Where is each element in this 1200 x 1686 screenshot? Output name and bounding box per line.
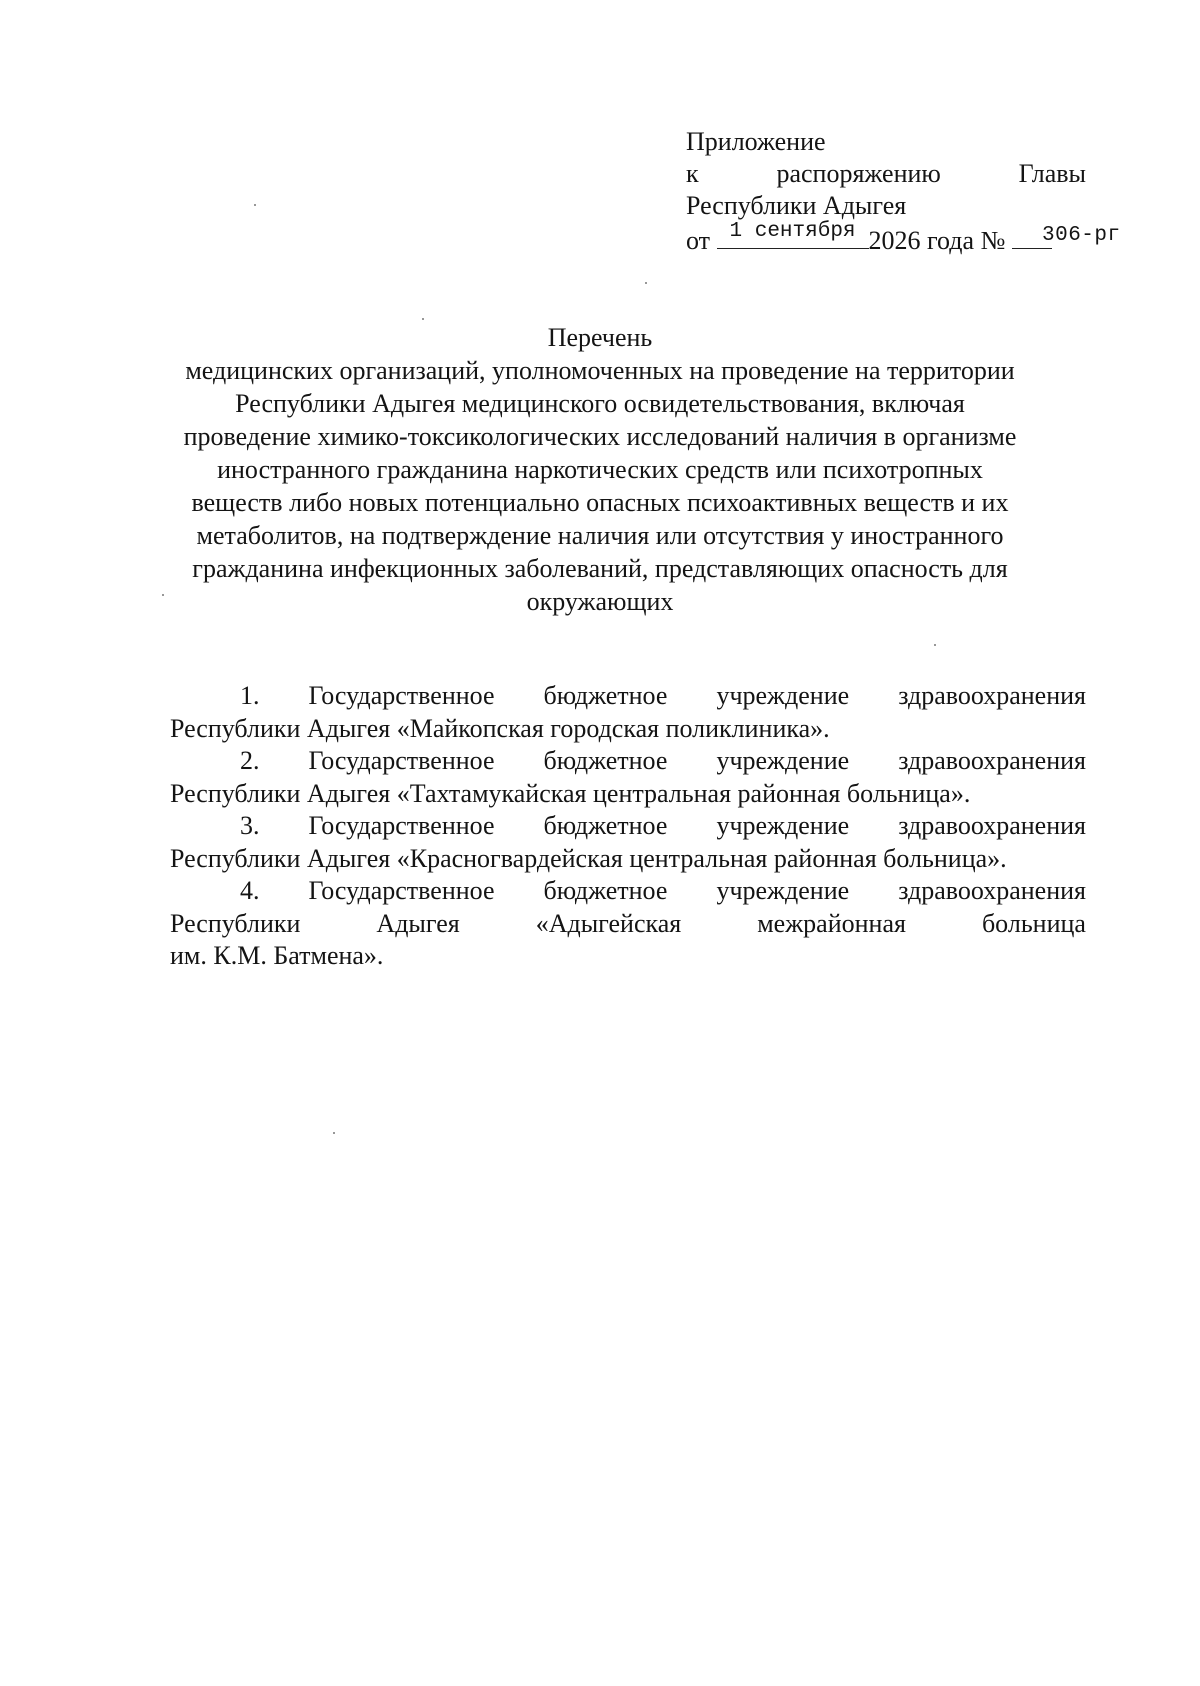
scan-speck xyxy=(254,204,256,206)
list-item-word: Государственное xyxy=(308,681,495,710)
list-item-first-line xyxy=(170,810,1086,843)
list-item-word: Государственное xyxy=(308,746,495,775)
scan-speck xyxy=(934,644,936,646)
list-item-word: здравоохранения xyxy=(898,876,1086,905)
list-item-word: Государственное xyxy=(308,811,495,840)
list-item-word: бюджетное xyxy=(543,876,668,905)
list-item-first-line xyxy=(170,680,1086,713)
list-item-word: здравоохранения xyxy=(898,681,1086,710)
list-item-word: бюджетное xyxy=(543,681,668,710)
title-line: гражданина инфекционных заболеваний, представляющих опасность для xyxy=(192,554,1008,583)
list-item-word: учреждение xyxy=(716,746,850,775)
list-item-number: 2. xyxy=(240,746,260,775)
list-item-word: «Адыгейская xyxy=(535,908,682,938)
scan-speck xyxy=(645,282,647,284)
title-line: проведение химико-токсикологических исследований наличия в организме xyxy=(183,422,1017,451)
list-item-line: Республики Адыгея «Красногвардейская центральная районная больница». xyxy=(170,843,1007,873)
date-value: 1 сентября xyxy=(729,220,856,243)
list-item-first-line xyxy=(170,875,1086,908)
list-item-word: учреждение xyxy=(716,811,850,840)
list-item-word: здравоохранения xyxy=(898,811,1086,840)
organization-list xyxy=(170,680,1086,973)
appendix-ref-word: Главы xyxy=(1018,159,1086,188)
list-item-first-line xyxy=(170,745,1086,778)
list-item-number: 4. xyxy=(240,876,260,905)
date-field xyxy=(717,222,869,249)
number-value: 306-рг xyxy=(1042,224,1121,247)
list-item-number: 3. xyxy=(240,811,260,840)
year-text: 2026 года № xyxy=(868,226,1006,255)
title-line: Республики Адыгея медицинского освидетельствования, включая xyxy=(235,389,965,418)
scan-speck xyxy=(422,318,424,320)
appendix-date-line xyxy=(686,222,1086,258)
date-prefix: от xyxy=(686,226,711,255)
appendix-republic: Республики Адыгея xyxy=(686,191,907,220)
title-line: медицинских организаций, уполномоченных на проведение на территории xyxy=(185,356,1015,385)
appendix-reference-line xyxy=(686,158,1086,190)
list-item-line xyxy=(170,908,1086,941)
list-item-line: им. К.М. Батмена». xyxy=(170,941,384,970)
list-item-line: Республики Адыгея «Майкопская городская поликлиника». xyxy=(170,713,830,743)
scan-speck xyxy=(333,1132,335,1134)
list-item-word: бюджетное xyxy=(543,746,668,775)
list-item-word: бюджетное xyxy=(543,811,668,840)
list-item-word: учреждение xyxy=(716,681,850,710)
title-line: окружающих xyxy=(526,587,674,616)
list-item-word: межрайонная xyxy=(757,908,906,938)
appendix-ref-word: распоряжению xyxy=(776,159,941,188)
list-item-word: учреждение xyxy=(716,876,850,905)
list-item-word: Государственное xyxy=(308,876,495,905)
scan-speck xyxy=(162,594,164,596)
list-title-block xyxy=(150,321,1050,618)
list-item-word: Адыгея xyxy=(376,908,460,938)
list-item-word: больница xyxy=(981,908,1086,938)
appendix-ref-word: к xyxy=(686,159,699,188)
title-line: веществ либо новых потенциально опасных психоактивных веществ и их xyxy=(191,488,1009,517)
title-line: метаболитов, на подтверждение наличия или отсутствия у иностранного xyxy=(196,521,1004,550)
appendix-title: Приложение xyxy=(686,127,826,156)
list-item-line: Республики Адыгея «Тахтамукайская центральная районная больница». xyxy=(170,778,971,808)
appendix-header xyxy=(686,126,1086,258)
list-item-number: 1. xyxy=(240,681,260,710)
list-heading: Перечень xyxy=(547,323,653,352)
list-item-word: здравоохранения xyxy=(898,746,1086,775)
list-item-word: Республики xyxy=(170,908,301,938)
title-line: иностранного гражданина наркотических средств или психотропных xyxy=(217,455,983,484)
